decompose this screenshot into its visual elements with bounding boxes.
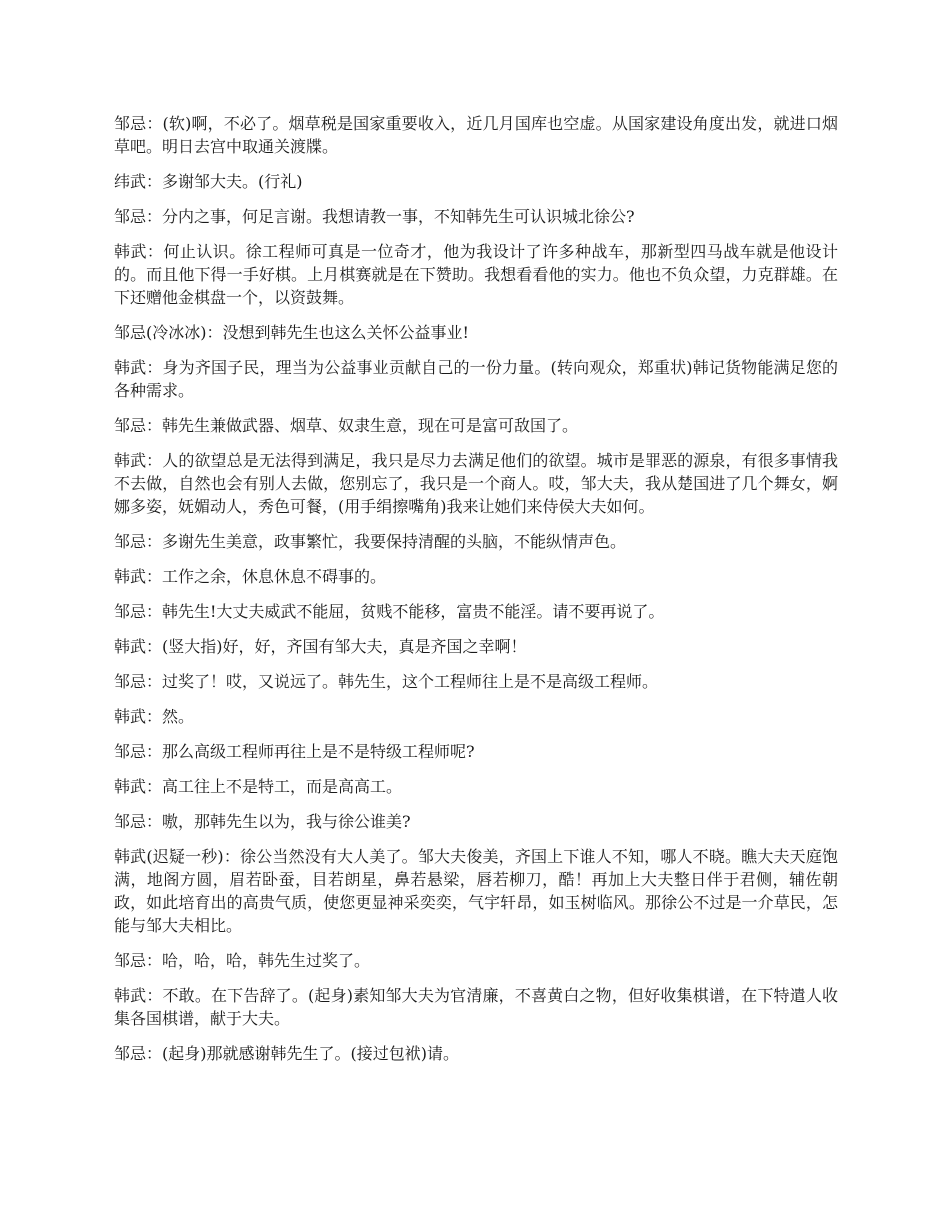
- dialogue-paragraph: 韩武：然。: [114, 707, 195, 726]
- dialogue-paragraph: 韩武：不敢。在下告辞了。(起身)素知邹大夫为官清廉，不喜黄白之物，但好收集棋谱，在下特遣人收集各国棋谱，献于大夫。: [114, 986, 838, 1028]
- dialogue-paragraph: 邹忌：(软)啊，不必了。烟草税是国家重要收入，近几月国库也空虚。从国家建设角度出发，就进口烟草吧。明日去宫中取通关渡牒。: [114, 114, 838, 156]
- dialogue-paragraph: 韩武：人的欲望总是无法得到满足，我只是尽力去满足他们的欲望。城市是罪恶的源泉，有很多事情我不去做，自然也会有别人去做，您别忘了，我只是一个商人。哎，邹大夫，我从楚国进了几个舞女，婀娜多姿，妩媚动人，秀色可餐，(用手绢擦嘴角)我来让她们来侍侯大夫如何。: [114, 451, 838, 516]
- dialogue-paragraph: 韩武：(竖大指)好，好，齐国有邹大夫，真是齐国之幸啊！: [114, 637, 527, 656]
- dialogue-paragraph: 邹忌：过奖了！哎，又说远了。韩先生，这个工程师往上是不是高级工程师。: [114, 672, 659, 691]
- dialogue-paragraph: 韩武：高工往上不是特工，而是高高工。: [114, 777, 403, 796]
- document-page: [114, 112, 838, 1077]
- dialogue-paragraph: 邹忌：(起身)那就感谢韩先生了。(接过包袱)请。: [114, 1044, 459, 1063]
- dialogue-paragraph: 邹忌：韩先生!大丈夫威武不能屈，贫贱不能移，富贵不能淫。请不要再说了。: [114, 602, 665, 621]
- dialogue-paragraph: 韩武(迟疑一秒)：徐公当然没有大人美了。邹大夫俊美，齐国上下谁人不知，哪人不晓。瞧大夫天庭饱满，地阁方圆，眉若卧蚕，目若朗星，鼻若悬梁，唇若柳刀，酷！再加上大夫整日伴于君侧，辅佐朝政，如此培育出的高贵气质，使您更显神采奕奕，气宇轩昂，如玉树临风。那徐公不过是一介草民，怎能与邹大夫相比。: [114, 847, 838, 935]
- dialogue-paragraph: 纬武：多谢邹大夫。(行礼): [114, 172, 303, 191]
- dialogue-paragraph: 邹忌：那么高级工程师再往上是不是特级工程师呢?: [114, 742, 475, 761]
- dialogue-paragraph: 韩武：身为齐国子民，理当为公益事业贡献自己的一份力量。(转向观众，郑重状)韩记货物能满足您的各种需求。: [114, 358, 838, 400]
- dialogue-paragraph: 邹忌(冷冰冰)：没想到韩先生也这么关怀公益事业!: [114, 323, 469, 342]
- dialogue-paragraph: 韩武：工作之余，休息休息不碍事的。: [114, 567, 387, 586]
- dialogue-paragraph: 邹忌：分内之事，何足言谢。我想请教一事，不知韩先生可认识城北徐公?: [114, 207, 635, 226]
- dialogue-paragraph: 邹忌：嗷，那韩先生以为，我与徐公谁美?: [114, 812, 411, 831]
- dialogue-paragraph: 邹忌：韩先生兼做武器、烟草、奴隶生意，现在可是富可敌国了。: [114, 416, 579, 435]
- dialogue-paragraph: 邹忌：哈，哈，哈，韩先生过奖了。: [114, 951, 371, 970]
- dialogue-paragraph: 邹忌：多谢先生美意，政事繁忙，我要保持清醒的头脑，不能纵情声色。: [114, 532, 627, 551]
- dialogue-paragraph: 韩武：何止认识。徐工程师可真是一位奇才，他为我设计了许多种战车，那新型四马战车就是他设计的。而且他下得一手好棋。上月棋赛就是在下赞助。我想看看他的实力。他也不负众望，力克群雄。在下还赠他金棋盘一个，以资鼓舞。: [114, 242, 838, 307]
